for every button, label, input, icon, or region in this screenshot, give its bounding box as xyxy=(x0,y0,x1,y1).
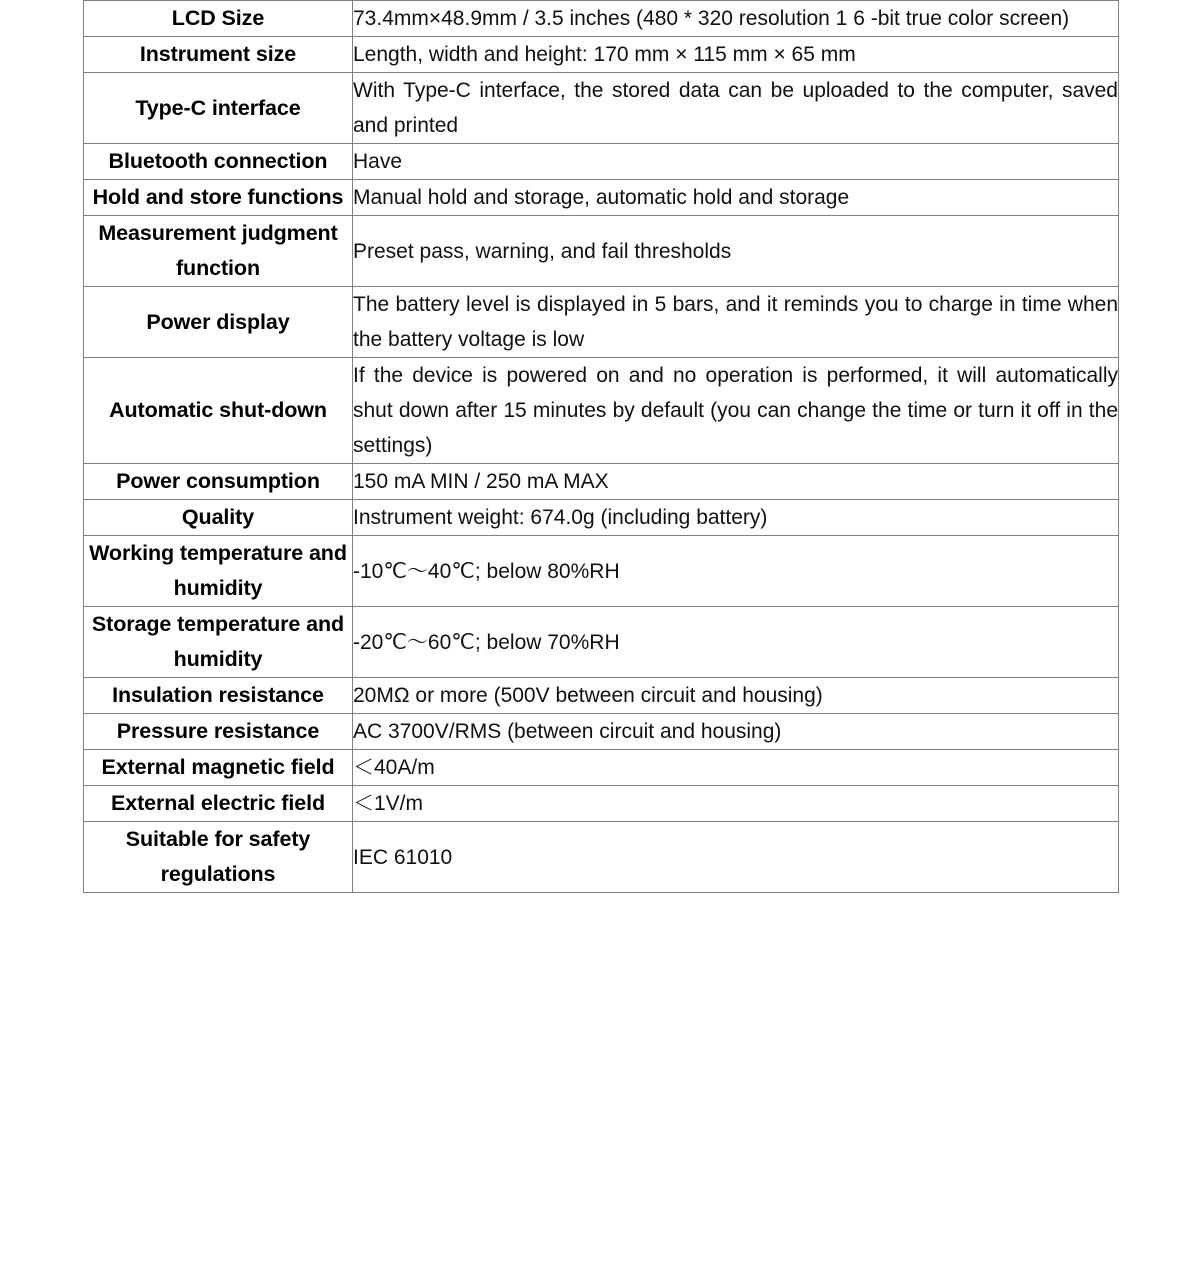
spec-label-cell: Bluetooth connection xyxy=(84,144,353,180)
spec-value-text: Have xyxy=(353,150,403,173)
spec-value-cell xyxy=(353,287,1119,358)
table-row xyxy=(84,607,1119,678)
spec-label-cell: External magnetic field xyxy=(84,750,353,786)
table-row xyxy=(84,786,1119,822)
specification-table xyxy=(83,0,1119,893)
spec-value-text: With Type-C interface, the stored data can be uploaded to the computer, saved and printed xyxy=(353,79,1118,137)
table-row xyxy=(84,750,1119,786)
spec-label-cell: Instrument size xyxy=(84,37,353,73)
spec-value-cell xyxy=(353,358,1119,464)
spec-value-cell xyxy=(353,786,1119,822)
specification-table-body xyxy=(84,1,1119,893)
spec-label-cell: Quality xyxy=(84,500,353,536)
spec-label-cell: Suitable for safety regulations xyxy=(84,822,353,893)
spec-value-cell xyxy=(353,714,1119,750)
spec-value-text: Preset pass, warning, and fail thresholds xyxy=(353,239,732,263)
spec-value-text: -10℃～40℃; below 80%RH xyxy=(353,559,620,583)
spec-value-cell xyxy=(353,37,1119,73)
spec-value-cell xyxy=(353,73,1119,144)
spec-value-cell xyxy=(353,536,1119,607)
spec-label-cell: External electric field xyxy=(84,786,353,822)
table-row xyxy=(84,180,1119,216)
spec-value-cell xyxy=(353,1,1119,37)
spec-label-cell: Storage temperature and humidity xyxy=(84,607,353,678)
spec-label-cell: Pressure resistance xyxy=(84,714,353,750)
spec-value-text: Length, width and height: 170 mm × 115 mm × 65 mm xyxy=(353,43,856,66)
spec-value-cell xyxy=(353,678,1119,714)
spec-value-text: IEC 61010 xyxy=(353,845,453,869)
table-row xyxy=(84,358,1119,464)
spec-label-cell: Automatic shut-down xyxy=(84,358,353,464)
spec-value-cell xyxy=(353,464,1119,500)
spec-value-text: AC 3700V/RMS (between circuit and housing) xyxy=(353,720,782,743)
spec-value-text: 73.4mm×48.9mm / 3.5 inches (480 * 320 resolution 1 6 -bit true color screen) xyxy=(353,7,1070,30)
spec-label-cell: Power consumption xyxy=(84,464,353,500)
spec-value-text: 150 mA MIN / 250 mA MAX xyxy=(353,470,609,493)
spec-value-text: If the device is powered on and no operation is performed, it will automatically shut down after 15 minutes by default (you can change the time or turn it off in the settings) xyxy=(353,364,1118,457)
table-row xyxy=(84,1,1119,37)
table-row xyxy=(84,536,1119,607)
table-row xyxy=(84,144,1119,180)
table-row xyxy=(84,714,1119,750)
spec-value-cell xyxy=(353,144,1119,180)
table-row xyxy=(84,287,1119,358)
spec-value-cell xyxy=(353,180,1119,216)
table-row xyxy=(84,73,1119,144)
table-row xyxy=(84,678,1119,714)
spec-label-cell: Power display xyxy=(84,287,353,358)
spec-value-cell xyxy=(353,607,1119,678)
spec-value-text: -20℃～60℃; below 70%RH xyxy=(353,630,620,654)
spec-label-cell: Measurement judgment function xyxy=(84,216,353,287)
spec-label-cell: Type-C interface xyxy=(84,73,353,144)
spec-value-text: ＜40A/m xyxy=(353,756,435,779)
spec-value-text: The battery level is displayed in 5 bars, and it reminds you to charge in time when the battery voltage is low xyxy=(353,293,1118,351)
table-row xyxy=(84,822,1119,893)
table-row xyxy=(84,500,1119,536)
spec-value-cell xyxy=(353,822,1119,893)
spec-label-cell: Insulation resistance xyxy=(84,678,353,714)
spec-label-cell: LCD Size xyxy=(84,1,353,37)
spec-value-text: ＜1V/m xyxy=(353,792,424,815)
table-row xyxy=(84,216,1119,287)
spec-label-cell: Working temperature and humidity xyxy=(84,536,353,607)
spec-label-cell: Hold and store functions xyxy=(84,180,353,216)
spec-value-cell xyxy=(353,216,1119,287)
spec-value-text: 20MΩ or more (500V between circuit and housing) xyxy=(353,684,823,707)
spec-value-text: Instrument weight: 674.0g (including battery) xyxy=(353,506,768,529)
spec-value-cell xyxy=(353,750,1119,786)
table-row xyxy=(84,37,1119,73)
spec-value-text: Manual hold and storage, automatic hold and storage xyxy=(353,186,850,209)
spec-value-cell xyxy=(353,500,1119,536)
table-row xyxy=(84,464,1119,500)
